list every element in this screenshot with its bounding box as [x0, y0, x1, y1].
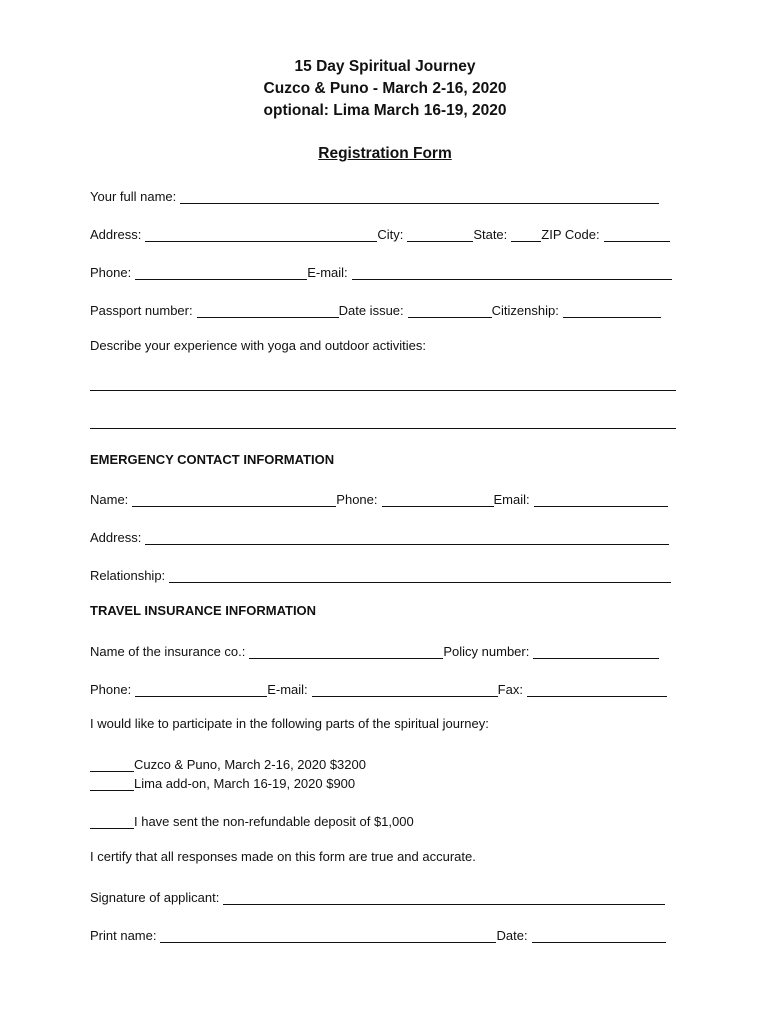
deposit-confirmation: [90, 811, 414, 829]
signature-field[interactable]: [223, 890, 665, 905]
address-field[interactable]: [145, 227, 377, 242]
phone-email-row: [90, 262, 672, 280]
email-label: E-mail:: [307, 265, 348, 280]
address-label: Address:: [90, 227, 142, 242]
date-issue-field[interactable]: [408, 303, 492, 318]
option-lima-field[interactable]: [90, 776, 134, 791]
emergency-name-label: Name:: [90, 492, 129, 507]
state-label: State:: [473, 227, 508, 242]
option-cuzco-puno-label: Cuzco & Puno, March 2-16, 2020 $3200: [134, 757, 366, 772]
emergency-phone-label: Phone:: [336, 492, 378, 507]
option-lima: [90, 773, 355, 791]
insurance-company-label: Name of the insurance co.:: [90, 644, 246, 659]
date-field[interactable]: [532, 928, 666, 943]
participation-intro: I would like to participate in the following parts of the spiritual journey:: [90, 716, 489, 731]
passport-row: [90, 300, 661, 318]
citizenship-field[interactable]: [563, 303, 661, 318]
insurance-phone-label: Phone:: [90, 682, 132, 697]
policy-number-label: Policy number:: [443, 644, 530, 659]
emergency-heading: EMERGENCY CONTACT INFORMATION: [90, 452, 335, 467]
relationship-row: [90, 565, 671, 583]
option-cuzco-puno: [90, 754, 366, 772]
zip-label: ZIP Code:: [541, 227, 600, 242]
zip-field[interactable]: [604, 227, 670, 242]
phone-label: Phone:: [90, 265, 132, 280]
fax-label: Fax:: [497, 682, 523, 697]
insurance-email-label: E-mail:: [267, 682, 308, 697]
trip-title: 15 Day Spiritual Journey: [294, 58, 476, 75]
insurance-heading: TRAVEL INSURANCE INFORMATION: [90, 603, 317, 618]
form-title: Registration Form: [318, 145, 452, 162]
insurance-contact-row: [90, 679, 667, 697]
trip-dates: Cuzco & Puno - March 2-16, 2020: [263, 80, 507, 97]
print-name-row: [90, 925, 666, 943]
trip-optional-dates: optional: Lima March 16-19, 2020: [263, 102, 507, 119]
date-issue-label: Date issue:: [338, 303, 404, 318]
state-field[interactable]: [511, 227, 541, 242]
full-name-field[interactable]: [180, 189, 659, 204]
experience-label: Describe your experience with yoga and outdoor activities:: [90, 338, 427, 353]
city-field[interactable]: [407, 227, 473, 242]
passport-label: Passport number:: [90, 303, 193, 318]
emergency-address-row: [90, 527, 669, 545]
deposit-label: I have sent the non-refundable deposit of $1,000: [134, 814, 414, 829]
address-row: [90, 224, 670, 242]
certification-statement: I certify that all responses made on this form are true and accurate.: [90, 849, 476, 864]
print-name-field[interactable]: [160, 928, 496, 943]
emergency-address-label: Address:: [90, 530, 142, 545]
signature-label: Signature of applicant:: [90, 890, 220, 905]
email-field[interactable]: [352, 265, 672, 280]
print-name-label: Print name:: [90, 928, 157, 943]
fax-field[interactable]: [527, 682, 667, 697]
emergency-email-field[interactable]: [534, 492, 668, 507]
experience-line-2[interactable]: [90, 428, 676, 429]
option-cuzco-puno-field[interactable]: [90, 757, 134, 772]
emergency-name-row: [90, 489, 668, 507]
relationship-field[interactable]: [169, 568, 671, 583]
full-name-label: Your full name:: [90, 189, 177, 204]
phone-field[interactable]: [135, 265, 307, 280]
emergency-phone-field[interactable]: [382, 492, 494, 507]
deposit-field[interactable]: [90, 814, 134, 829]
passport-field[interactable]: [197, 303, 339, 318]
form-header: [0, 56, 770, 122]
insurance-company-field[interactable]: [249, 644, 443, 659]
emergency-address-field[interactable]: [145, 530, 669, 545]
relationship-label: Relationship:: [90, 568, 166, 583]
emergency-email-label: Email:: [493, 492, 530, 507]
full-name-row: [90, 186, 659, 204]
option-lima-label: Lima add-on, March 16-19, 2020 $900: [134, 776, 356, 791]
emergency-name-field[interactable]: [132, 492, 336, 507]
insurance-company-row: [90, 641, 659, 659]
policy-number-field[interactable]: [533, 644, 659, 659]
citizenship-label: Citizenship:: [491, 303, 559, 318]
experience-line-1[interactable]: [90, 390, 676, 391]
date-label: Date:: [496, 928, 528, 943]
insurance-phone-field[interactable]: [135, 682, 267, 697]
signature-row: [90, 887, 665, 905]
city-label: City:: [377, 227, 404, 242]
insurance-email-field[interactable]: [312, 682, 498, 697]
